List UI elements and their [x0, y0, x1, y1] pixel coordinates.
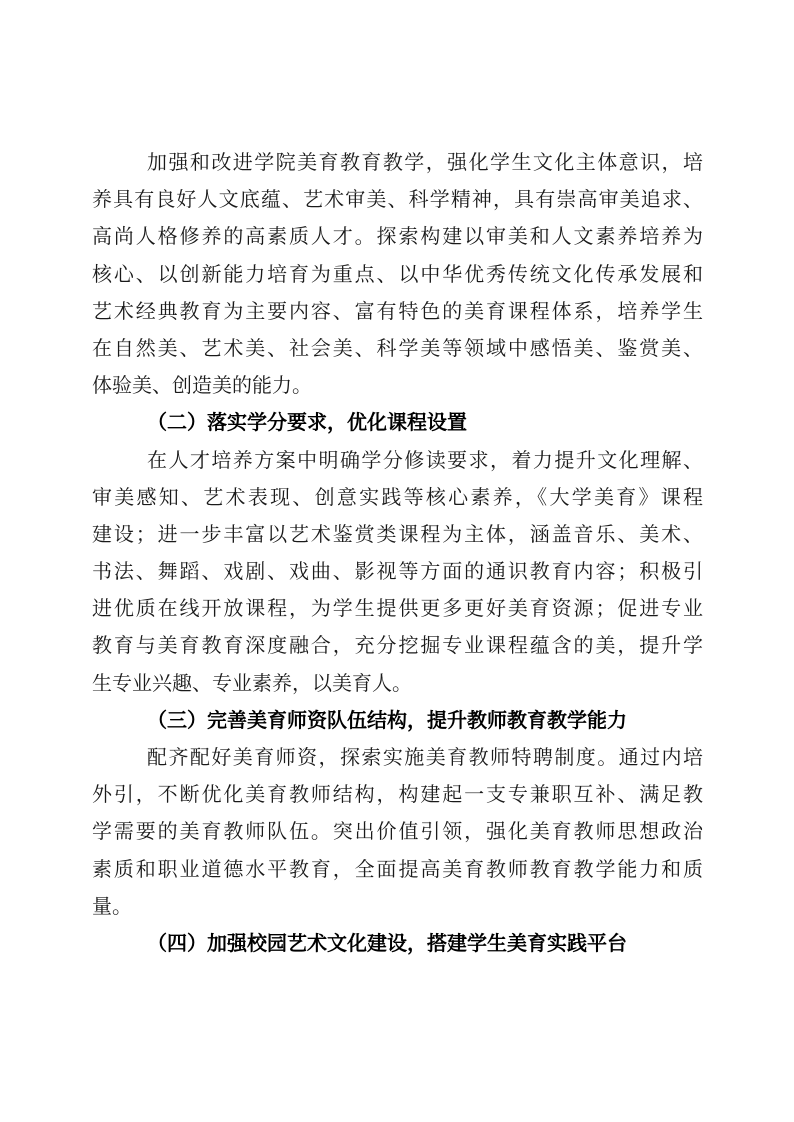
heading-line: （四）加强校园艺术文化建设，搭建学生美育实践平台	[147, 932, 627, 955]
text-line: 在自然美、艺术美、社会美、科学美等领域中感悟美、鉴赏美、	[92, 337, 703, 360]
text-line: 书法、舞蹈、戏剧、戏曲、影视等方面的通识教育内容；积极引	[92, 561, 703, 584]
heading-line: （二）落实学分要求，优化课程设置	[147, 412, 467, 435]
paragraph	[92, 443, 703, 703]
text-line: 配齐配好美育师资，探索实施美育教师特聘制度。通过内培	[147, 747, 703, 769]
paragraph	[92, 740, 703, 926]
text-line: 素质和职业道德水平教育，全面提高美育教师教育教学能力和质	[92, 858, 703, 881]
text-line: 教育与美育教育深度融合，充分挖掘专业课程蕴含的美，提升学	[92, 635, 703, 658]
text-line: 进优质在线开放课程，为学生提供更多更好美育资源；促进专业	[92, 598, 703, 621]
text-line: 学需要的美育教师队伍。突出价值引领，强化美育教师思想政治	[92, 821, 703, 844]
text-line: 加强和改进学院美育教育教学，强化学生文化主体意识，培	[147, 152, 703, 174]
paragraph	[92, 145, 703, 405]
heading-line: （三）完善美育师资队伍结构，提升教师教育教学能力	[147, 709, 627, 732]
text-line: 高尚人格修养的高素质人才。探索构建以审美和人文素养培养为	[92, 226, 703, 249]
section-heading	[92, 703, 703, 740]
text-line: 核心、以创新能力培育为重点、以中华优秀传统文化传承发展和	[92, 263, 703, 286]
document-body	[92, 145, 703, 963]
text-line: 生专业兴趣、专业素养，以美育人。	[92, 672, 412, 695]
text-line: 审美感知、艺术表现、创意实践等核心素养，《大学美育》课程	[92, 486, 703, 509]
text-line: 量。	[92, 895, 132, 918]
text-line: 体验美、创造美的能力。	[92, 375, 312, 398]
section-heading	[92, 405, 703, 442]
text-line: 建设；进一步丰富以艺术鉴赏类课程为主体，涵盖音乐、美术、	[92, 523, 703, 546]
text-line: 养具有良好人文底蕴、艺术审美、科学精神，具有崇高审美追求、	[92, 189, 703, 212]
text-line: 外引，不断优化美育教师结构，构建起一支专兼职互补、满足教	[92, 784, 703, 807]
section-heading	[92, 926, 703, 963]
text-line: 艺术经典教育为主要内容、富有特色的美育课程体系，培养学生	[92, 300, 703, 323]
text-line: 在人才培养方案中明确学分修读要求，着力提升文化理解、	[147, 449, 703, 472]
